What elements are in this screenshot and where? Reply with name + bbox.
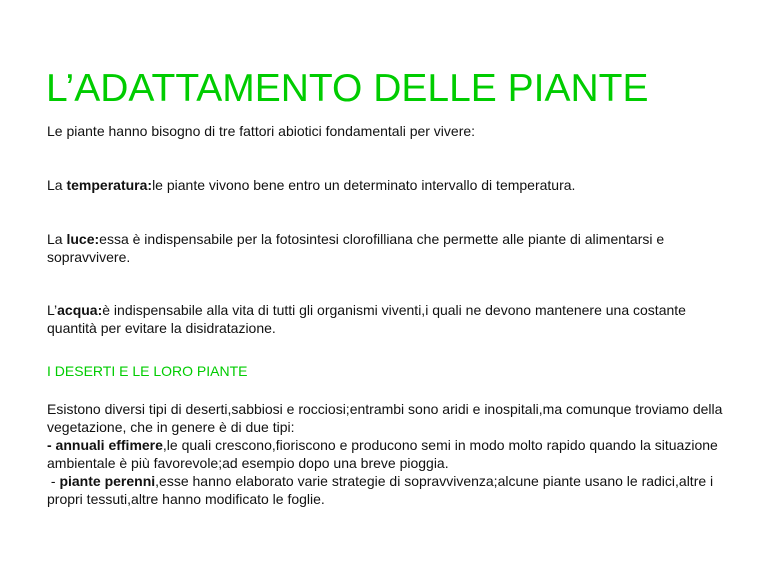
acqua-prefix: L’ (47, 302, 58, 318)
acqua-paragraph (47, 301, 737, 337)
annuali-term: - annuali effimere (47, 437, 163, 453)
temperatura-text: le piante vivono bene entro un determinato intervallo di temperatura. (152, 177, 576, 193)
acqua-term: acqua: (57, 302, 103, 318)
temperatura-paragraph (47, 176, 737, 194)
deserti-intro: Esistono diversi tipi di deserti,sabbiosi e rocciosi;entrambi sono aridi e inospitali,ma comunque troviamo della vegetazione, che in genere è di due tipi: (47, 401, 723, 435)
luce-paragraph (47, 230, 737, 266)
luce-term: luce: (66, 231, 100, 247)
acqua-text: è indispensabile alla vita di tutti gli organismi viventi,i quali ne devono mantenere una costante quantità per evitare la disidratazione. (47, 302, 686, 336)
temperatura-term: temperatura: (66, 177, 153, 193)
luce-prefix: La (47, 231, 67, 247)
luce-text: essa è indispensabile per la fotosintesi clorofilliana che permette alle piante di alimentarsi e sopravvivere. (47, 231, 665, 265)
perenni-text: ,esse hanno elaborato varie strategie di sopravvivenza;alcune piante usano le radici,altre i propri tessuti,altre hanno modificato le foglie. (47, 473, 714, 507)
intro-paragraph: Le piante hanno bisogno di tre fattori abiotici fondamentali per vivere: (47, 123, 476, 139)
deserti-paragraph (47, 400, 737, 508)
annuali-text: ,le quali crescono,fioriscono e producono semi in modo molto rapido quando la situazione ambientale è più favorevole;ad esempio dopo una breve pioggia. (47, 437, 718, 471)
section-title: I DESERTI E LE LORO PIANTE (47, 363, 248, 379)
perenni-term: piante perenni (59, 473, 156, 489)
perenni-prefix: - (47, 473, 60, 489)
page-title: L’ADATTAMENTO DELLE PIANTE (46, 67, 649, 111)
temperatura-prefix: La (47, 177, 67, 193)
